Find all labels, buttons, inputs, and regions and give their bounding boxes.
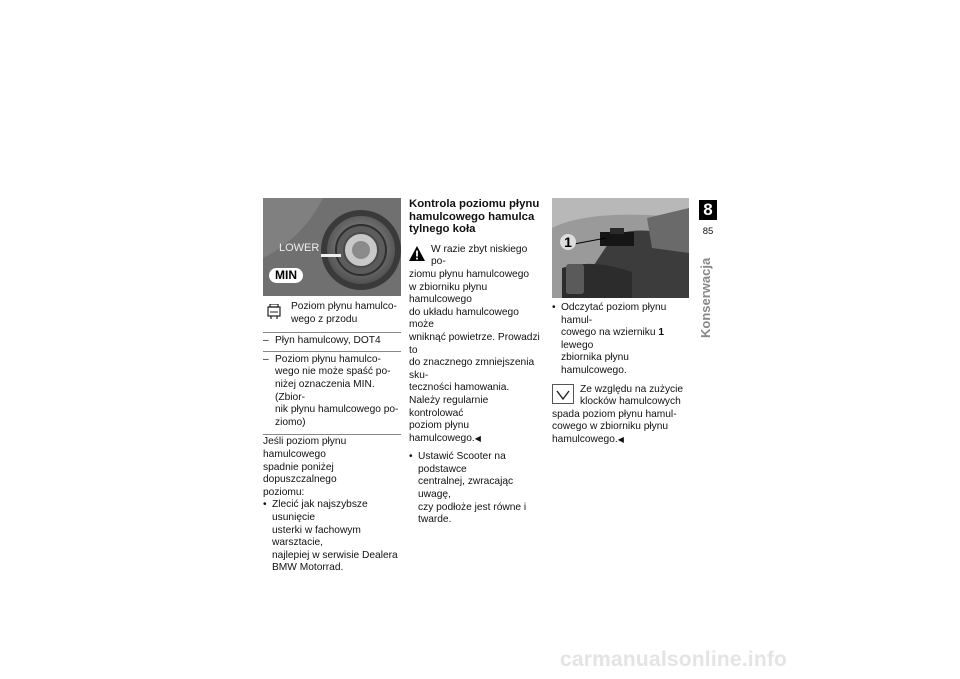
- section-heading: [409, 198, 543, 236]
- para-line: poziomu:: [263, 486, 305, 498]
- note-block: [552, 384, 689, 447]
- heading-line: Kontrola poziomu płynu: [409, 198, 540, 210]
- bullet-line: [561, 327, 689, 352]
- spec-min-text: [275, 354, 401, 430]
- bullet-line: BMW Motorrad.: [272, 562, 344, 574]
- bullet-mark: •: [552, 302, 556, 313]
- spec-min-line: Poziom płynu hamulco-: [275, 353, 381, 365]
- check-line-text: poziom płynu hamulcowego.: [409, 420, 475, 444]
- bullet-line: usterki w fachowym warsztacie,: [272, 524, 361, 549]
- handlebar-photo: [552, 198, 689, 298]
- bullet-line: Ustawić Scooter na podstawce: [418, 451, 506, 475]
- warn-line: W razie zbyt niskiego po-: [431, 243, 528, 268]
- spec-fluid: Płyn hamulcowy, DOT4: [275, 335, 381, 347]
- bullet-mark: •: [409, 451, 413, 463]
- warn-line: do znacznego zmniejszenia sku-: [409, 357, 535, 381]
- read-level-bullet: [552, 302, 689, 378]
- check-line: [409, 420, 543, 445]
- note-line-text: hamulcowego.: [552, 433, 618, 445]
- warn-line: do układu hamulcowego może: [409, 306, 519, 331]
- stand-bullet: [409, 451, 543, 527]
- warn-line: ziomu płynu hamulcowego: [409, 268, 530, 280]
- spec-min-line: wego nie może spaść po-: [275, 366, 391, 378]
- bullet-mark: •: [263, 499, 267, 511]
- dash-mark: –: [263, 353, 269, 365]
- heading-line: hamulcowego hamulca: [409, 210, 535, 223]
- note-line: klocków hamulcowych: [580, 396, 681, 408]
- left-column: [263, 198, 401, 575]
- bullet-line: twarde.: [418, 514, 452, 526]
- ref-number: 1: [658, 327, 665, 339]
- spec-min-line: nik płynu hamulcowego po-: [275, 404, 399, 416]
- note-check-icon: [552, 384, 574, 404]
- bullet-line: najlepiej w serwisie Dealera: [272, 549, 398, 561]
- spec-header-text: Poziom płynu hamulco-wego z przodu: [291, 301, 397, 325]
- middle-column: [409, 198, 543, 527]
- para-line: Jeśli poziom płynu hamulcowego: [263, 436, 347, 460]
- end-mark-icon: ◀: [474, 433, 481, 443]
- spec-fluid-row: [263, 333, 401, 352]
- note-line: [552, 434, 689, 447]
- spec-min-line: ziomo): [275, 416, 306, 428]
- right-column: [552, 198, 689, 447]
- callout-1: 1: [560, 234, 576, 250]
- warn-line: wniknąć powietrze. Prowadzi to: [409, 331, 540, 356]
- reservoir-icon: [263, 301, 291, 325]
- warning-triangle-icon: [409, 246, 425, 266]
- bullet-line: Odczytać poziom płynu hamul-: [561, 302, 667, 326]
- check-line: Należy regularnie kontrolować: [409, 394, 489, 419]
- bullet-line: centralnej, zwracając uwagę,: [418, 476, 514, 501]
- warning-block: [409, 244, 543, 395]
- note-line: Ze względu na zużycie: [580, 383, 684, 395]
- para-line: spadnie poniżej dopuszczalnego: [263, 461, 337, 486]
- spec-header: [263, 296, 401, 333]
- end-mark-icon: ◀: [617, 434, 624, 444]
- heading-line: tylnego koła: [409, 223, 476, 236]
- dash-mark: –: [263, 335, 269, 347]
- note-line: spada poziom płynu hamul-: [552, 408, 677, 420]
- bullet-text: lewego: [561, 339, 594, 351]
- watermark: carmanualsonline.info: [560, 648, 788, 671]
- note-line: cowego w zbiorniku płynu: [552, 421, 669, 433]
- check-paragraph: [409, 395, 543, 445]
- lower-label: LOWER: [279, 242, 320, 254]
- chapter-number: 8: [699, 200, 717, 220]
- divider: [263, 434, 401, 435]
- bullet-line: czy podłoże jest równe i: [418, 501, 527, 513]
- spec-min-line: niżej oznaczenia MIN. (Zbior-: [275, 378, 375, 403]
- reservoir-photo: [263, 198, 401, 296]
- page-number: 85: [702, 226, 714, 237]
- min-label: MIN: [269, 268, 303, 283]
- section-title: Konserwacja: [698, 257, 713, 338]
- bullet-line: Zlecić jak najszybsze usunięcie: [272, 499, 368, 523]
- below-min-paragraph: [263, 436, 401, 499]
- warn-line: teczności hamowania.: [409, 382, 510, 394]
- bullet-text: cowego na wzierniku: [561, 327, 659, 339]
- workshop-bullet: [263, 499, 401, 575]
- bullet-line: zbiornika płynu hamulcowego.: [561, 352, 629, 376]
- spec-min-row: [263, 352, 401, 433]
- warn-line: w zbiorniku płynu hamulcowego: [409, 281, 488, 306]
